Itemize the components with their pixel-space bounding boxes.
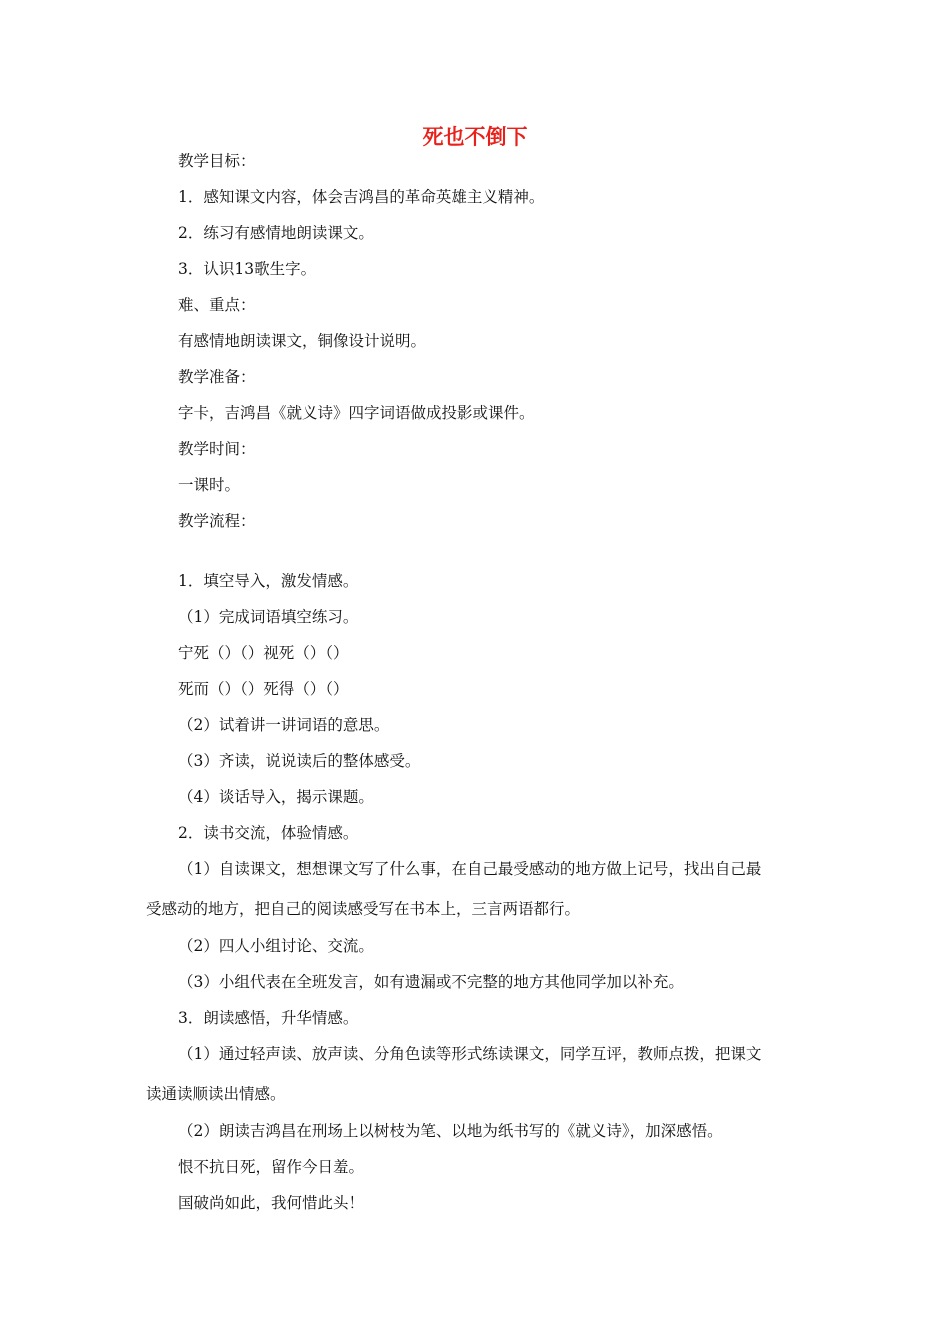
step-2-item-2: （2）四人小组讨论、交流。 (178, 937, 374, 955)
poem-line-2: 国破尚如此，我何惜此头！ (178, 1194, 365, 1212)
objective-1: 1．感知课文内容，体会吉鸿昌的革命英雄主义精神。 (178, 188, 545, 206)
step-2-heading: 2．读书交流，体验情感。 (178, 824, 359, 842)
heading-objectives: 教学目标： (178, 152, 256, 170)
step-3-heading: 3．朗读感悟，升华情感。 (178, 1009, 359, 1027)
step-3-item-2: （2）朗读吉鸿昌在刑场上以树枝为笔、以地为纸书写的《就义诗》，加深感悟。 (178, 1122, 723, 1140)
step-2-item-1-line-1: （1）自读课文，想想课文写了什么事，在自己最受感动的地方做上记号，找出自己最 (178, 860, 762, 878)
key-points-text: 有感情地朗读课文，铜像设计说明。 (178, 332, 427, 350)
step-2-item-1-line-2: 受感动的地方，把自己的阅读感受写在书本上，三言两语都行。 (146, 900, 581, 918)
objective-3: 3．认识13歌生字。 (178, 260, 317, 278)
heading-time: 教学时间： (178, 440, 256, 458)
fill-blank-row-2: 死而（）（）死得（）（） (178, 680, 349, 698)
step-3-item-1-line-1: （1）通过轻声读、放声读、分角色读等形式练读课文，同学互评，教师点拨，把课文 (178, 1045, 762, 1063)
preparation-text: 字卡，吉鸿昌《就义诗》四字词语做成投影或课件。 (178, 404, 535, 422)
step-1-heading: 1．填空导入，激发情感。 (178, 572, 359, 590)
heading-preparation: 教学准备： (178, 368, 256, 386)
step-2-item-3: （3）小组代表在全班发言，如有遗漏或不完整的地方其他同学加以补充。 (178, 973, 684, 991)
poem-line-1: 恨不抗日死，留作今日羞。 (178, 1158, 365, 1176)
heading-key-points: 难、重点： (178, 296, 256, 314)
fill-blank-row-1: 宁死（）（）视死（）（） (178, 644, 349, 662)
objective-2: 2．练习有感情地朗读课文。 (178, 224, 374, 242)
step-1-item-1: （1）完成词语填空练习。 (178, 608, 359, 626)
step-1-item-4: （4）谈话导入，揭示课题。 (178, 788, 374, 806)
step-1-item-2: （2）试着讲一讲词语的意思。 (178, 716, 390, 734)
step-3-item-1-line-2: 读通读顺读出情感。 (146, 1085, 286, 1103)
time-text: 一课时。 (178, 476, 241, 494)
heading-procedure: 教学流程： (178, 512, 256, 530)
step-1-item-3: （3）齐读，说说读后的整体感受。 (178, 752, 421, 770)
document-title: 死也不倒下 (422, 125, 528, 149)
